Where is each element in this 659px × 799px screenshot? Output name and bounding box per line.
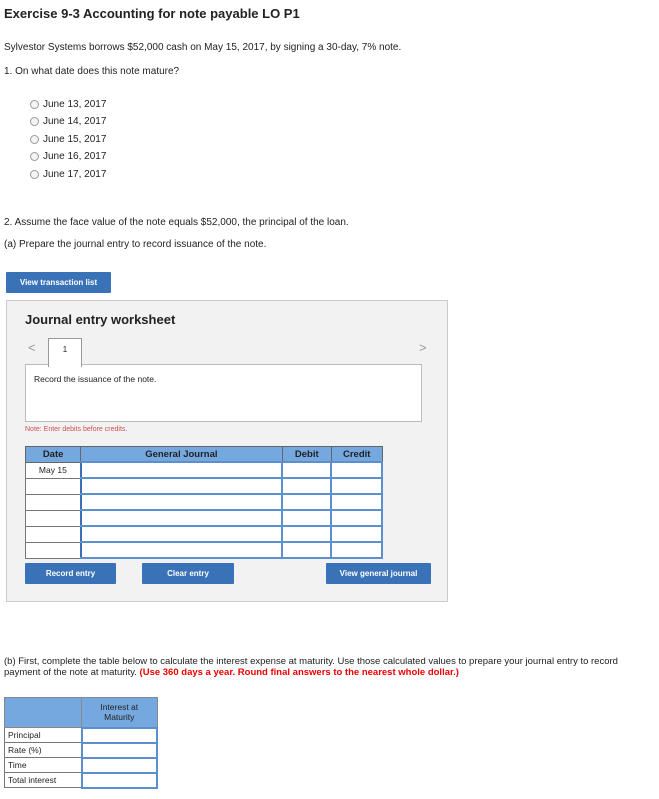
account-input[interactable] bbox=[81, 462, 282, 478]
credit-input[interactable] bbox=[331, 526, 382, 542]
account-input[interactable] bbox=[81, 494, 282, 510]
time-input[interactable] bbox=[82, 758, 158, 773]
record-entry-button[interactable]: Record entry bbox=[25, 563, 116, 584]
date-cell bbox=[26, 494, 81, 510]
row-label: Rate (%) bbox=[5, 743, 82, 758]
credit-input[interactable] bbox=[331, 510, 382, 526]
debit-input[interactable] bbox=[282, 510, 331, 526]
option-label: June 13, 2017 bbox=[43, 99, 107, 110]
option-label: June 14, 2017 bbox=[43, 116, 107, 127]
part-b-instructions bbox=[4, 656, 624, 678]
view-transaction-list-button[interactable]: View transaction list bbox=[6, 272, 111, 293]
radio-icon[interactable] bbox=[30, 170, 39, 179]
worksheet-title: Journal entry worksheet bbox=[25, 312, 176, 327]
intro-text: Sylvestor Systems borrows $52,000 cash on May 15, 2017, by signing a 30-day, 7% note. bbox=[4, 42, 402, 53]
header-debit: Debit bbox=[282, 447, 331, 463]
credit-input[interactable] bbox=[331, 462, 382, 478]
table-row bbox=[26, 542, 383, 558]
radio-option-3[interactable] bbox=[30, 134, 106, 145]
table-row bbox=[5, 743, 158, 758]
header-credit: Credit bbox=[331, 447, 382, 463]
part-b-text: (b) First, complete the table below to calculate the interest expense at maturity. Use those calculated values to prepare your journal entry to record payment of the note at maturity. bbox=[4, 656, 618, 678]
question-2a: (a) Prepare the journal entry to record issuance of the note. bbox=[4, 239, 267, 250]
option-label: June 16, 2017 bbox=[43, 151, 107, 162]
tab-1[interactable]: 1 bbox=[48, 338, 82, 367]
radio-option-4[interactable] bbox=[30, 151, 106, 162]
credit-input[interactable] bbox=[331, 494, 382, 510]
table-row bbox=[5, 758, 158, 773]
next-arrow-icon[interactable]: > bbox=[419, 340, 427, 355]
radio-icon[interactable] bbox=[30, 100, 39, 109]
debit-input[interactable] bbox=[282, 494, 331, 510]
radio-icon[interactable] bbox=[30, 117, 39, 126]
option-label: June 17, 2017 bbox=[43, 169, 107, 180]
account-input[interactable] bbox=[81, 478, 282, 494]
credit-input[interactable] bbox=[331, 478, 382, 494]
radio-option-1[interactable] bbox=[30, 99, 106, 110]
date-cell bbox=[26, 526, 81, 542]
credit-input[interactable] bbox=[331, 542, 382, 558]
view-general-journal-button[interactable]: View general journal bbox=[326, 563, 431, 584]
date-cell bbox=[26, 542, 81, 558]
row-label: Total interest bbox=[5, 773, 82, 788]
debit-input[interactable] bbox=[282, 526, 331, 542]
table-row bbox=[5, 728, 158, 743]
table-row bbox=[5, 773, 158, 788]
question-1: 1. On what date does this note mature? bbox=[4, 66, 180, 77]
date-cell bbox=[26, 478, 81, 494]
option-label: June 15, 2017 bbox=[43, 134, 107, 145]
rate-input[interactable] bbox=[82, 743, 158, 758]
instruction-text: Record the issuance of the note. bbox=[34, 374, 157, 384]
table-row bbox=[26, 462, 383, 478]
interest-table bbox=[4, 697, 158, 789]
table-row bbox=[26, 478, 383, 494]
journal-table bbox=[25, 446, 383, 559]
principal-input[interactable] bbox=[82, 728, 158, 743]
question-2: 2. Assume the face value of the note equals $52,000, the principal of the loan. bbox=[4, 217, 349, 228]
debit-input[interactable] bbox=[282, 478, 331, 494]
account-input[interactable] bbox=[81, 526, 282, 542]
page-title: Exercise 9-3 Accounting for note payable LO P1 bbox=[4, 6, 300, 21]
header-blank bbox=[5, 698, 82, 728]
clear-entry-button[interactable]: Clear entry bbox=[142, 563, 234, 584]
table-row bbox=[26, 526, 383, 542]
account-input[interactable] bbox=[81, 510, 282, 526]
header-general-journal: General Journal bbox=[81, 447, 282, 463]
account-input[interactable] bbox=[81, 542, 282, 558]
debit-input[interactable] bbox=[282, 542, 331, 558]
date-cell: May 15 bbox=[26, 462, 81, 478]
header-date: Date bbox=[26, 447, 81, 463]
debit-note: Note: Enter debits before credits. bbox=[25, 426, 128, 433]
radio-icon[interactable] bbox=[30, 152, 39, 161]
row-label: Principal bbox=[5, 728, 82, 743]
part-b-emphasis: (Use 360 days a year. Round final answers to the nearest whole dollar.) bbox=[139, 667, 459, 678]
table-row bbox=[26, 510, 383, 526]
radio-option-5[interactable] bbox=[30, 169, 106, 180]
instruction-box bbox=[25, 364, 422, 422]
radio-icon[interactable] bbox=[30, 135, 39, 144]
table-row bbox=[26, 494, 383, 510]
total-interest-input[interactable] bbox=[82, 773, 158, 788]
row-label: Time bbox=[5, 758, 82, 773]
radio-option-2[interactable] bbox=[30, 116, 106, 127]
prev-arrow-icon[interactable]: < bbox=[28, 340, 36, 355]
debit-input[interactable] bbox=[282, 462, 331, 478]
header-interest-at-maturity: Interest at Maturity bbox=[82, 698, 158, 728]
date-cell bbox=[26, 510, 81, 526]
